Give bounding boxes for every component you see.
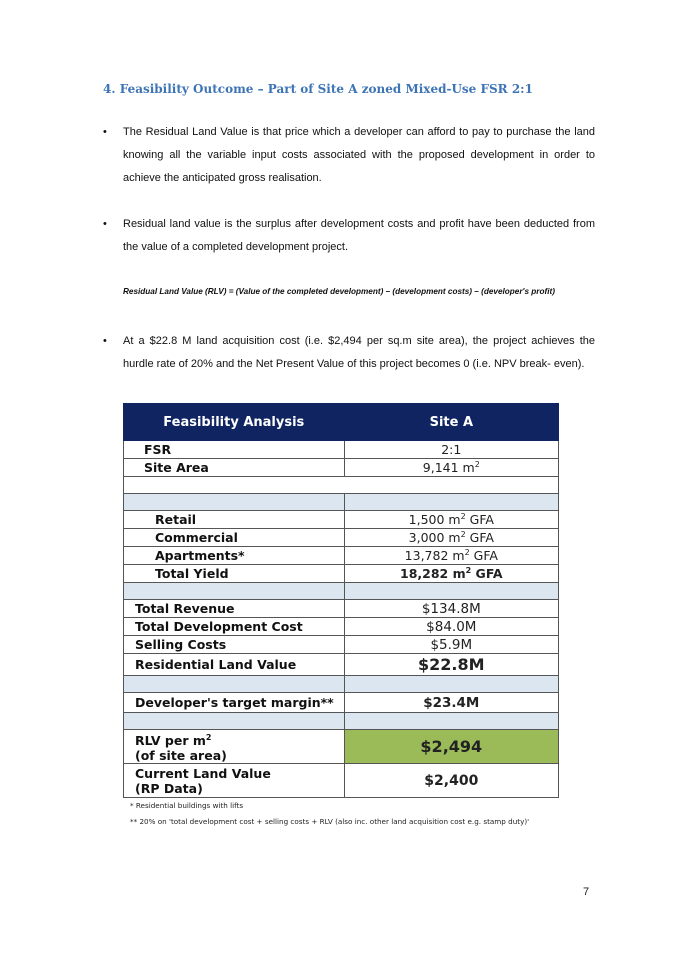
apartments-unit: GFA [469,548,498,564]
commercial-number: 3,000 m [408,530,461,546]
spacer-cell [124,494,345,511]
rlv-per-m2-value: $2,494 [344,730,558,764]
feasibility-table [123,403,559,798]
bullet-acquisition-cost [103,330,595,376]
header-feasibility-analysis: Feasibility Analysis [124,404,345,441]
spacer-row [124,494,559,511]
total-revenue-label: Total Revenue [124,600,345,618]
unit-superscript: 2 [460,511,466,521]
retail-number: 1,500 m [408,512,461,528]
spacer-row [124,713,559,730]
current-land-value-line2: (RP Data) [135,780,203,796]
rlv-per-m2-line1: RLV per m [135,733,206,749]
apartments-value [344,547,558,565]
bullet-rlv-surplus [103,213,595,259]
spacer-row [124,676,559,693]
spacer-cell [124,583,345,600]
total-yield-number: 18,282 m [400,566,466,582]
footnote-lifts: * Residential buildings with lifts [130,801,244,810]
table-row [124,764,559,798]
bullet-rlv-definition [103,121,595,190]
rlv-value: $22.8M [344,654,558,676]
commercial-label: Commercial [124,529,345,547]
current-land-value-label [124,764,345,798]
unit-superscript: 2 [460,529,466,539]
table-row [124,730,559,764]
apartments-number: 13,782 m [404,548,465,564]
table-row [124,547,559,565]
fsr-value: 2:1 [344,441,558,459]
spacer-cell [124,713,345,730]
site-area-value [344,459,558,477]
rlv-formula: Residual Land Value (RLV) = (Value of the completed development) – (development costs) – (developer's profit) [123,287,555,296]
bullet-text: The Residual Land Value is that price which a developer can afford to pay to purchase the land knowing all the variable input costs associated with the proposed development in order to achieve the anticipated gross realisation. [123,126,595,184]
table-row [124,511,559,529]
rlv-per-m2-line2: (of site area) [135,748,227,764]
table-row [124,565,559,583]
spacer-row [124,477,559,494]
total-yield-label: Total Yield [124,565,345,583]
total-dev-cost-label: Total Development Cost [124,618,345,636]
margin-label: Developer's target margin** [124,693,345,713]
bullet-icon: • [103,218,107,230]
selling-costs-label: Selling Costs [124,636,345,654]
spacer-cell [344,676,558,693]
unit-superscript: 2 [205,733,212,742]
header-site-a: Site A [344,404,558,441]
apartments-label: Apartments* [124,547,345,565]
bullet-icon: • [103,335,107,347]
table-row [124,618,559,636]
total-yield-value [344,565,558,583]
unit-superscript: 2 [465,565,472,575]
site-area-number: 9,141 m [422,460,475,476]
table-row [124,693,559,713]
table-row [124,441,559,459]
table-header-row [124,404,559,441]
bullet-text: At a $22.8 M land acquisition cost (i.e. $2,494 per sq.m site area), the project achieves the hurdle rate of 20% and the Net Present Value of this project becomes 0 (i.e. NPV break- even). [123,335,595,370]
retail-value [344,511,558,529]
fsr-label: FSR [124,441,345,459]
total-dev-cost-value: $84.0M [344,618,558,636]
unit-superscript: 2 [474,459,480,469]
rlv-label: Residential Land Value [124,654,345,676]
table-row [124,600,559,618]
margin-value: $23.4M [344,693,558,713]
unit-superscript: 2 [464,547,470,557]
site-area-label: Site Area [124,459,345,477]
spacer-cell [124,676,345,693]
spacer-row [124,583,559,600]
table-row [124,459,559,477]
total-yield-unit: GFA [471,566,503,582]
current-land-value-line1: Current Land Value [135,765,271,781]
commercial-unit: GFA [465,530,494,546]
spacer-cell [124,477,559,494]
retail-label: Retail [124,511,345,529]
table-row [124,636,559,654]
section-heading: 4. Feasibility Outcome – Part of Site A zoned Mixed-Use FSR 2:1 [103,82,533,96]
spacer-cell [344,494,558,511]
bullet-icon: • [103,126,107,138]
page-number: 7 [583,886,590,898]
table-row [124,654,559,676]
total-revenue-value: $134.8M [344,600,558,618]
commercial-value [344,529,558,547]
selling-costs-value: $5.9M [344,636,558,654]
spacer-cell [344,583,558,600]
footnote-margin: ** 20% on 'total development cost + selling costs + RLV (also inc. other land acquisition cost e.g. stamp duty)' [130,817,530,826]
table-row [124,529,559,547]
spacer-cell [344,713,558,730]
bullet-text: Residual land value is the surplus after development costs and profit have been deducted from the value of a completed development project. [123,218,595,253]
retail-unit: GFA [465,512,494,528]
current-land-value-value: $2,400 [344,764,558,798]
rlv-per-m2-label [124,730,345,764]
